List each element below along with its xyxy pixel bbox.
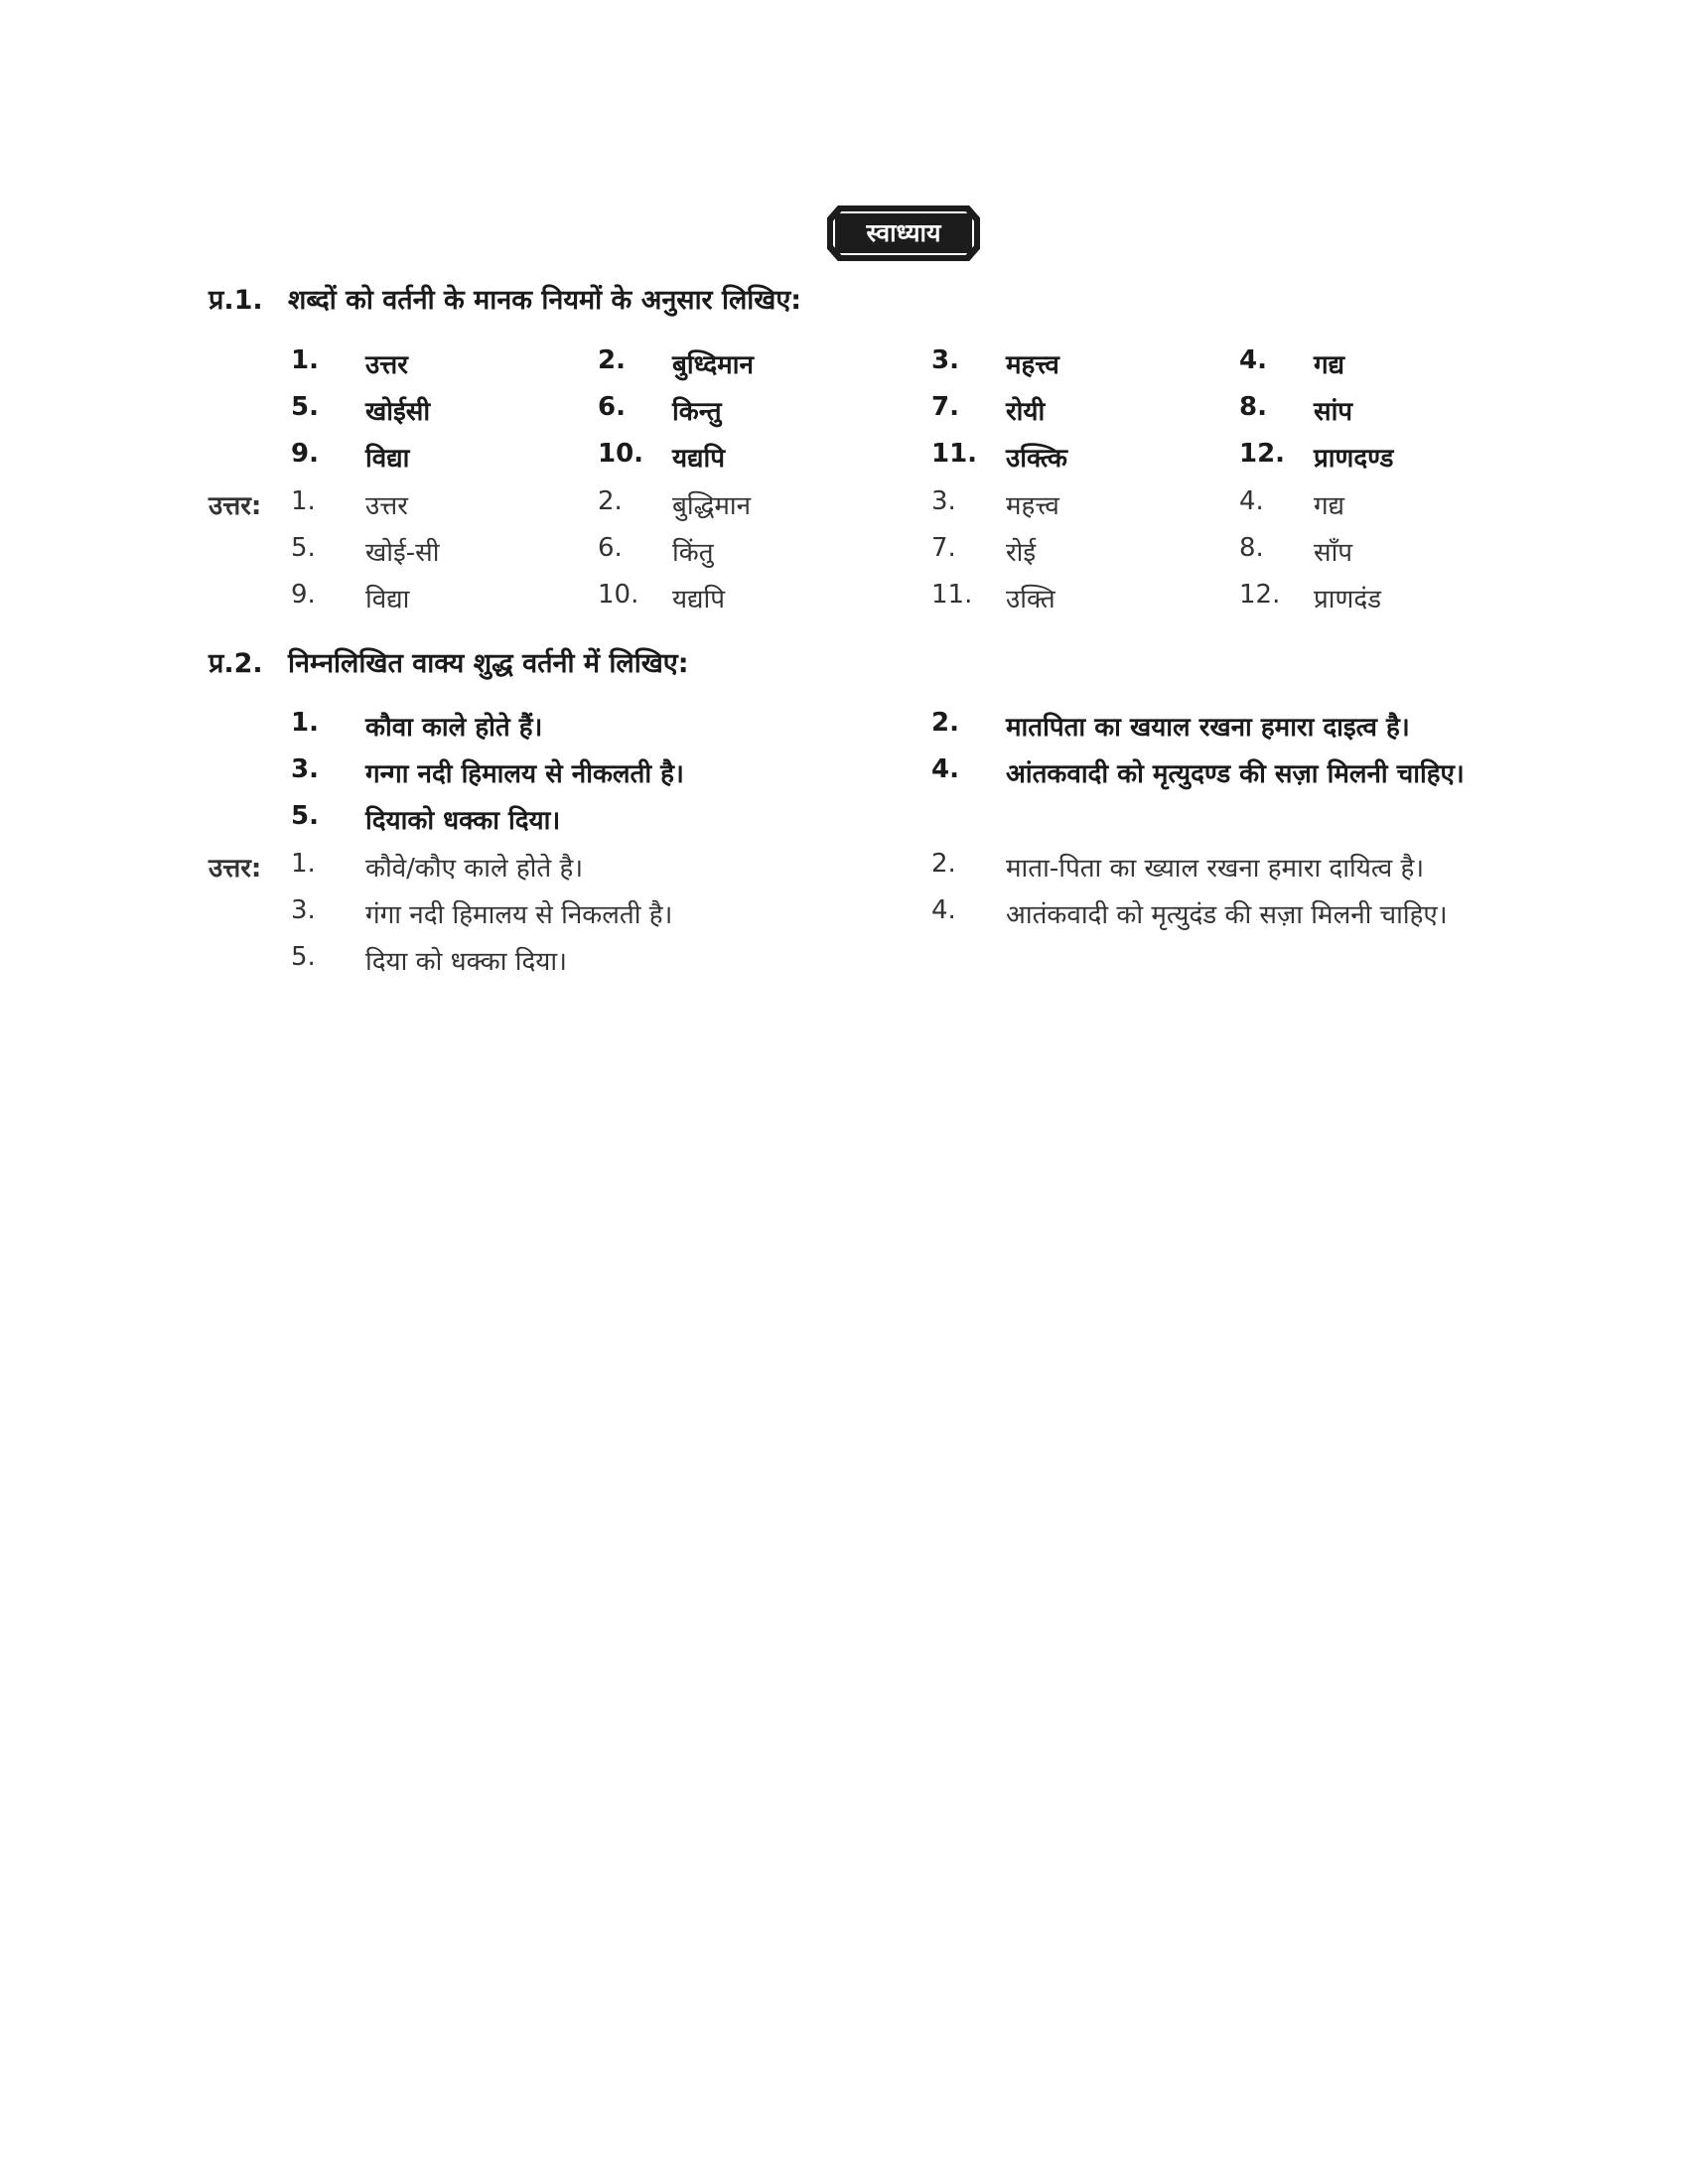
section-title: स्वाध्याय bbox=[866, 218, 941, 247]
q1-row-1 bbox=[0, 345, 1688, 385]
question-2-text: निम्नलिखित वाक्य शुद्ध वर्तनी में लिखिए: bbox=[288, 648, 689, 679]
q2-item-sentence: मातपिता का खयाल रखना हमारा दाइत्व है। bbox=[1006, 713, 1410, 743]
q1-answer-word: बुद्धिमान bbox=[672, 491, 752, 521]
q2-item-number: 5. bbox=[291, 801, 319, 831]
question-1-heading bbox=[209, 280, 801, 317]
q1-answer-number: 1. bbox=[291, 486, 316, 516]
q2-answer-number: 5. bbox=[291, 942, 316, 972]
q2-row-1 bbox=[0, 708, 1688, 748]
q1-answer-number: 5. bbox=[291, 533, 316, 563]
q1-item-word: यद्यपि bbox=[672, 444, 725, 474]
q1-item-number: 5. bbox=[291, 392, 319, 422]
q2-answer-row-1 bbox=[0, 849, 1688, 888]
q1-item-word: बुध्दिमान bbox=[672, 350, 754, 380]
q2-item-sentence: आंतकवादी को मृत्युदण्ड की सज़ा मिलनी चाहिए। bbox=[1006, 759, 1465, 789]
q1-item-word: उत्तर bbox=[365, 350, 408, 380]
q1-answer-word: महत्त्व bbox=[1006, 491, 1059, 521]
q2-item-number: 1. bbox=[291, 708, 319, 738]
q2-answer-sentence: माता-पिता का ख्याल रखना हमारा दायित्व है। bbox=[1006, 854, 1425, 884]
question-2-number: प्र.2. bbox=[209, 648, 263, 679]
q1-item-word: खोईसी bbox=[365, 397, 431, 427]
q1-item-word: किन्तु bbox=[672, 397, 722, 427]
q1-answer-row-2 bbox=[0, 533, 1688, 573]
question-1-text: शब्दों को वर्तनी के मानक नियमों के अनुसार लिखिए: bbox=[288, 285, 802, 316]
q1-answer-word: गद्य bbox=[1314, 491, 1345, 521]
q1-answer-number: 6. bbox=[598, 533, 623, 563]
q1-item-word: उक्त्कि bbox=[1006, 444, 1067, 474]
q2-item-number: 4. bbox=[931, 754, 959, 784]
q1-answer-number: 4. bbox=[1239, 486, 1264, 516]
q1-answer-word: किंतु bbox=[672, 538, 714, 568]
q1-item-number: 1. bbox=[291, 345, 319, 375]
q1-answer-number: 7. bbox=[931, 533, 956, 563]
q1-item-number: 6. bbox=[598, 392, 626, 422]
q1-item-word: गद्य bbox=[1314, 350, 1345, 380]
q2-item-number: 3. bbox=[291, 754, 319, 784]
q1-item-word: रोयी bbox=[1006, 397, 1046, 427]
q1-answer-number: 2. bbox=[598, 486, 623, 516]
q1-answer-number: 9. bbox=[291, 580, 316, 610]
q1-answer-word: उत्तर bbox=[365, 491, 408, 521]
q1-answer-number: 8. bbox=[1239, 533, 1264, 563]
q2-item-number: 2. bbox=[931, 708, 959, 738]
q1-item-number: 2. bbox=[598, 345, 626, 375]
q2-item-sentence: दियाको धक्का दिया। bbox=[365, 806, 561, 836]
q1-row-3 bbox=[0, 439, 1688, 478]
q2-item-sentence: कौवा काले होते हैं। bbox=[365, 713, 543, 743]
q1-item-number: 11. bbox=[931, 439, 978, 469]
q1-item-number: 3. bbox=[931, 345, 959, 375]
q1-answer-number: 10. bbox=[598, 580, 639, 610]
q2-answer-row-2 bbox=[0, 895, 1688, 935]
q1-answer-word: यद्यपि bbox=[672, 585, 725, 614]
q2-answer-number: 2. bbox=[931, 849, 956, 879]
q1-item-word: सांप bbox=[1314, 397, 1353, 427]
q2-answer-number: 4. bbox=[931, 895, 956, 925]
question-2-heading bbox=[209, 643, 689, 680]
q1-item-number: 12. bbox=[1239, 439, 1286, 469]
q2-answer-row-3 bbox=[0, 942, 1688, 982]
q1-item-number: 8. bbox=[1239, 392, 1267, 422]
answer-label: उत्तर: bbox=[209, 854, 262, 884]
q2-row-2 bbox=[0, 754, 1688, 794]
q2-item-sentence: गन्गा नदी हिमालय से नीकलती है। bbox=[365, 759, 684, 789]
q1-item-word: महत्त्व bbox=[1006, 350, 1059, 380]
q1-answer-word: प्राणदंड bbox=[1314, 585, 1382, 614]
q1-answer-word: साँप bbox=[1314, 538, 1353, 568]
q1-item-word: विद्या bbox=[365, 444, 410, 474]
answer-label: उत्तर: bbox=[209, 491, 262, 521]
q2-answer-sentence: गंगा नदी हिमालय से निकलती है। bbox=[365, 900, 673, 930]
q2-answer-number: 3. bbox=[291, 895, 316, 925]
q1-item-number: 7. bbox=[931, 392, 959, 422]
q2-answer-sentence: कौवे/कौए काले होते है। bbox=[365, 854, 584, 884]
q1-item-number: 9. bbox=[291, 439, 319, 469]
section-title-badge bbox=[827, 205, 980, 261]
q1-answer-word: खोई-सी bbox=[365, 538, 440, 568]
q1-row-2 bbox=[0, 392, 1688, 432]
q1-answer-number: 3. bbox=[931, 486, 956, 516]
q1-answer-word: उक्ति bbox=[1006, 585, 1055, 614]
q1-answer-row-1 bbox=[0, 486, 1688, 526]
q1-answer-word: विद्या bbox=[365, 585, 410, 614]
q2-answer-sentence: आतंकवादी को मृत्युदंड की सज़ा मिलनी चाहिए। bbox=[1006, 900, 1448, 930]
q1-answer-word: रोई bbox=[1006, 538, 1037, 568]
q1-item-number: 4. bbox=[1239, 345, 1267, 375]
q1-answer-number: 12. bbox=[1239, 580, 1281, 610]
q2-answer-number: 1. bbox=[291, 849, 316, 879]
q1-item-word: प्राणदण्ड bbox=[1314, 444, 1394, 474]
q2-row-3 bbox=[0, 801, 1688, 841]
question-1-number: प्र.1. bbox=[209, 285, 263, 316]
q2-answer-sentence: दिया को धक्का दिया। bbox=[365, 947, 567, 977]
q1-answer-row-3 bbox=[0, 580, 1688, 619]
q1-item-number: 10. bbox=[598, 439, 644, 469]
q1-answer-number: 11. bbox=[931, 580, 973, 610]
